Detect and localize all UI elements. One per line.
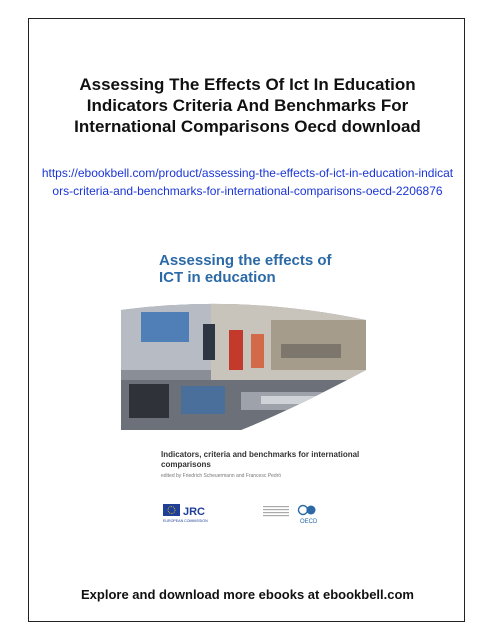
document-title: Assessing The Effects Of Ict In Education Indicators Criteria And Benchmarks For International Comparisons Oecd download	[74, 75, 421, 136]
cover-title: Assessing the effects of ICT in education	[159, 252, 332, 286]
book-cover	[121, 244, 366, 567]
oecd-logo-text: OECD	[300, 519, 318, 525]
jrc-logo-text: JRC	[183, 506, 206, 518]
jrc-caption: EUROPEAN COMMISSION	[163, 519, 208, 523]
product-link[interactable]: https://ebookbell.com/product/assessing-the-effects-of-ict-in-education-indicators-criteria-and-benchmarks-for-international-comparisons-oecd-2206876	[41, 166, 454, 198]
oecd-logo	[263, 500, 325, 526]
cover-subtitle: Indicators, criteria and benchmarks for international comparisons	[161, 450, 360, 469]
jrc-logo	[163, 502, 223, 524]
footer-text: Explore and download more ebooks at ebookbell.com	[80, 587, 414, 602]
cover-editors: edited by Friedrich Scheuermann and Francesc Pedró	[161, 473, 282, 479]
cover-photo	[121, 300, 366, 430]
